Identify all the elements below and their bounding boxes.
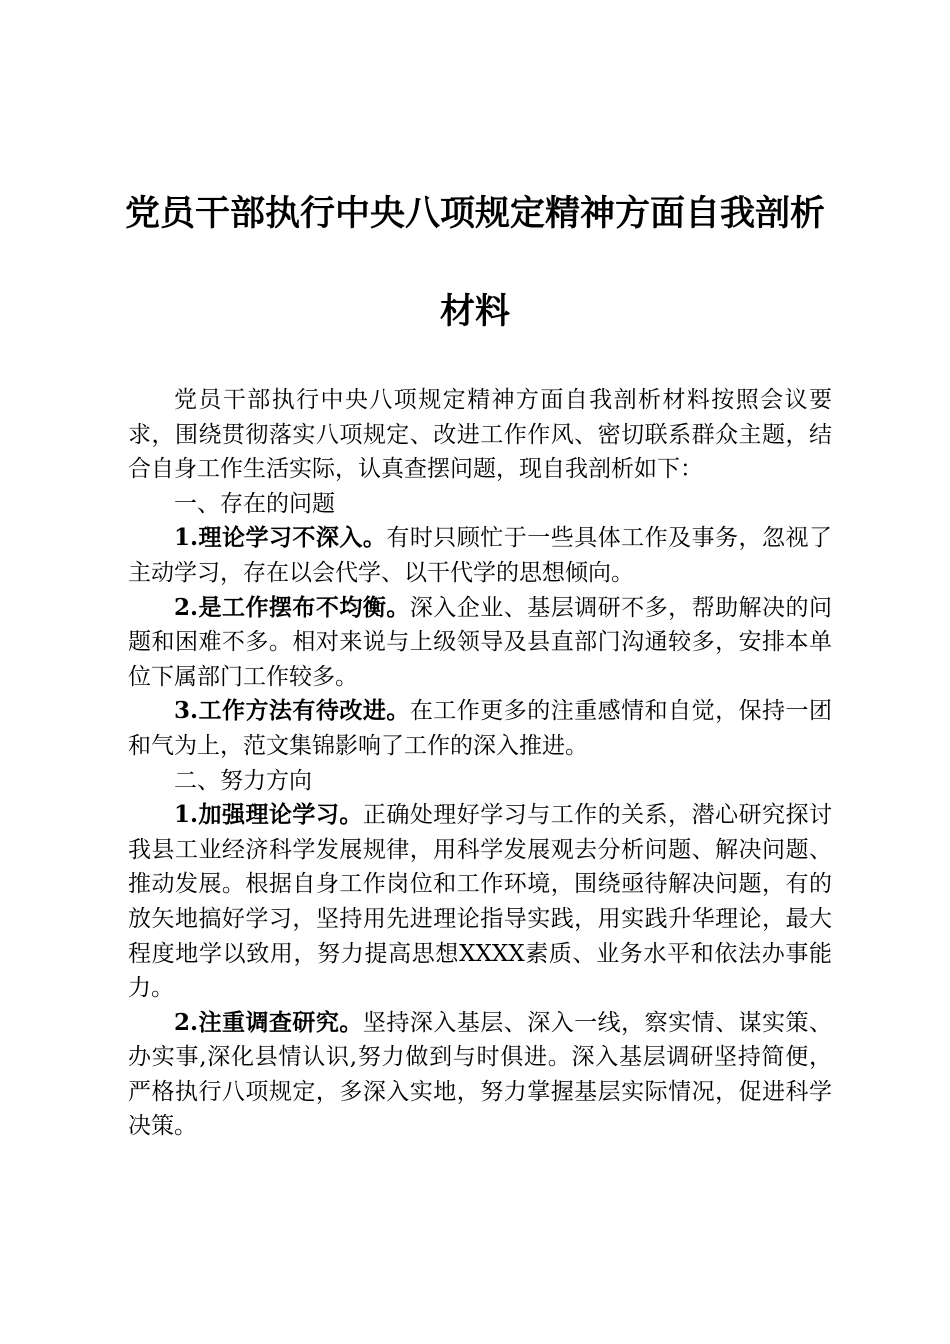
problem-item-1 xyxy=(128,521,832,590)
item-text: 在工作更多的注重感情和自觉，保持一团和气为上，范文集锦影响了工作的深入推进。 xyxy=(128,698,833,759)
item-lead: 1.理论学习不深入。 xyxy=(174,524,387,552)
document-title-line1: 党员干部执行中央八项规定精神方面自我剖析 xyxy=(124,193,825,234)
intro-paragraph: 党员干部执行中央八项规定精神方面自我剖析材料按照会议要求，围绕贯彻落实八项规定、改进工作作风、密切联系群众主题，结合自身工作生活实际，认真查摆问题，现自我剖析如下： xyxy=(128,387,832,483)
item-lead: 3.工作方法有待改进。 xyxy=(174,697,410,725)
section-heading-directions: 二、努力方向 xyxy=(174,767,312,794)
item-text: 深入企业、基层调研不多，帮助解决的问题和困难不多。相对来说与上级领导及县直部门沟通较多，安排本单位下属部门工作较多。 xyxy=(128,594,833,690)
problem-item-3 xyxy=(128,694,832,763)
direction-item-1 xyxy=(128,798,832,1006)
problem-item-2 xyxy=(128,591,832,695)
direction-item-2 xyxy=(128,1006,832,1144)
document-body xyxy=(128,383,832,1144)
item-text: 坚持深入基层、深入一线，察实情、谋实策、办实事,深化县情认识,努力做到与时俱进。深入基层调研坚持简便，严格执行八项规定，多深入实地，努力掌握基层实际情况，促进科学决策。 xyxy=(128,1009,832,1140)
item-lead: 2.是工作摆布不均衡。 xyxy=(174,593,410,621)
item-lead: 2.注重调查研究。 xyxy=(174,1008,363,1036)
item-text: 有时只顾忙于一些具体工作及事务，忽视了主动学习，存在以会代学、以干代学的思想倾向。 xyxy=(128,525,833,586)
item-text: 正确处理好学习与工作的关系，潜心研究探讨我县工业经济科学发展规律，用科学发展观去分析问题、解决问题、推动发展。根据自身工作岗位和工作环境，围绕亟待解决问题，有的放矢地搞好学习，坚持用先进理论指导实践，用实践升华理论，最大程度地学以致用，努力提高思想XXXX素质、业务水平和依法办事能力。 xyxy=(128,802,832,1002)
document-title-line2: 材料 xyxy=(439,291,510,332)
section-heading-problems: 一、存在的问题 xyxy=(174,490,335,517)
item-lead: 1.加强理论学习。 xyxy=(174,801,363,829)
